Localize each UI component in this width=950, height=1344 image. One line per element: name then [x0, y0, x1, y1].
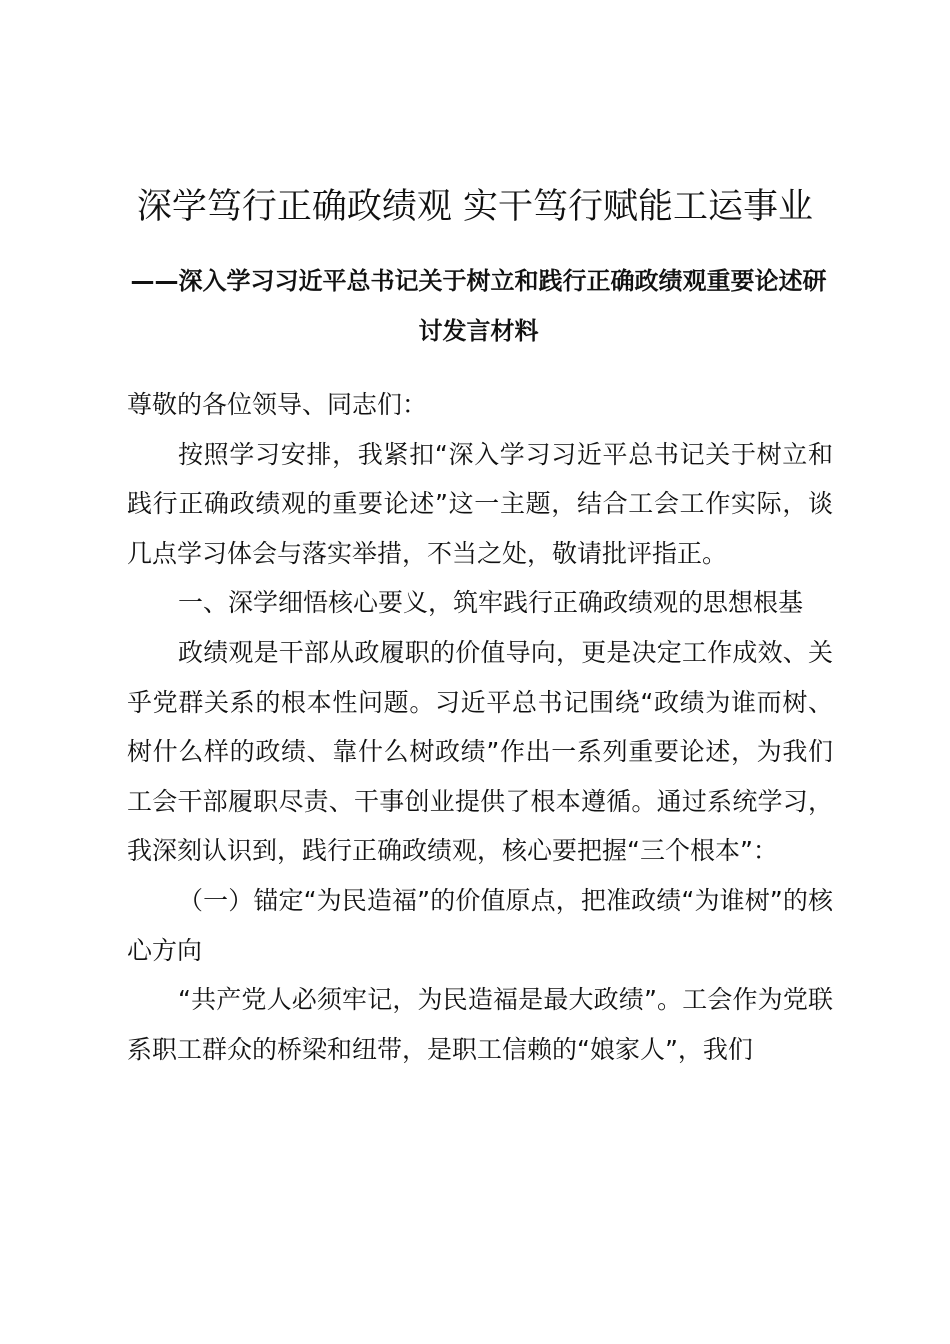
- paragraph-intro: 按照学习安排，我紧扣“深入学习习近平总书记关于树立和践行正确政绩观的重要论述”这一主题，结合工会工作实际，谈几点学习体会与落实举措，不当之处，敬请批评指正。: [127, 439, 833, 568]
- paragraph-section-1: 政绩观是干部从政履职的价值导向，更是决定工作成效、关乎党群关系的根本性问题。习近平总书记围绕“政绩为谁而树、树什么样的政绩、靠什么树政绩”作出一系列重要论述，为我们工会干部履职尽责、干事创业提供了根本遵循。通过系统学习，我深刻认识到，践行正确政绩观，核心要把握“三个根本”：: [127, 637, 833, 866]
- document-subtitle: ——深入学习习近平总书记关于树立和践行正确政绩观重要论述研讨发言材料: [130, 267, 827, 345]
- paragraph-subsection-1: “共产党人必须牢记，为民造福是最大政绩”。工会作为党联系职工群众的桥梁和纽带，是职工信赖的“娘家人”，我们: [127, 985, 833, 1064]
- section-heading-1: 一、深学细悟核心要义，筑牢践行正确政绩观的思想根基: [178, 588, 804, 618]
- salutation: 尊敬的各位领导、同志们：: [127, 390, 428, 419]
- document-title: 深学笃行正确政绩观 实干笃行赋能工运事业: [136, 187, 814, 227]
- subsection-heading-1: （一）锚定“为民造福”的价值原点，把准政绩“为谁树”的核心方向: [127, 885, 833, 965]
- document-body: [127, 380, 833, 1074]
